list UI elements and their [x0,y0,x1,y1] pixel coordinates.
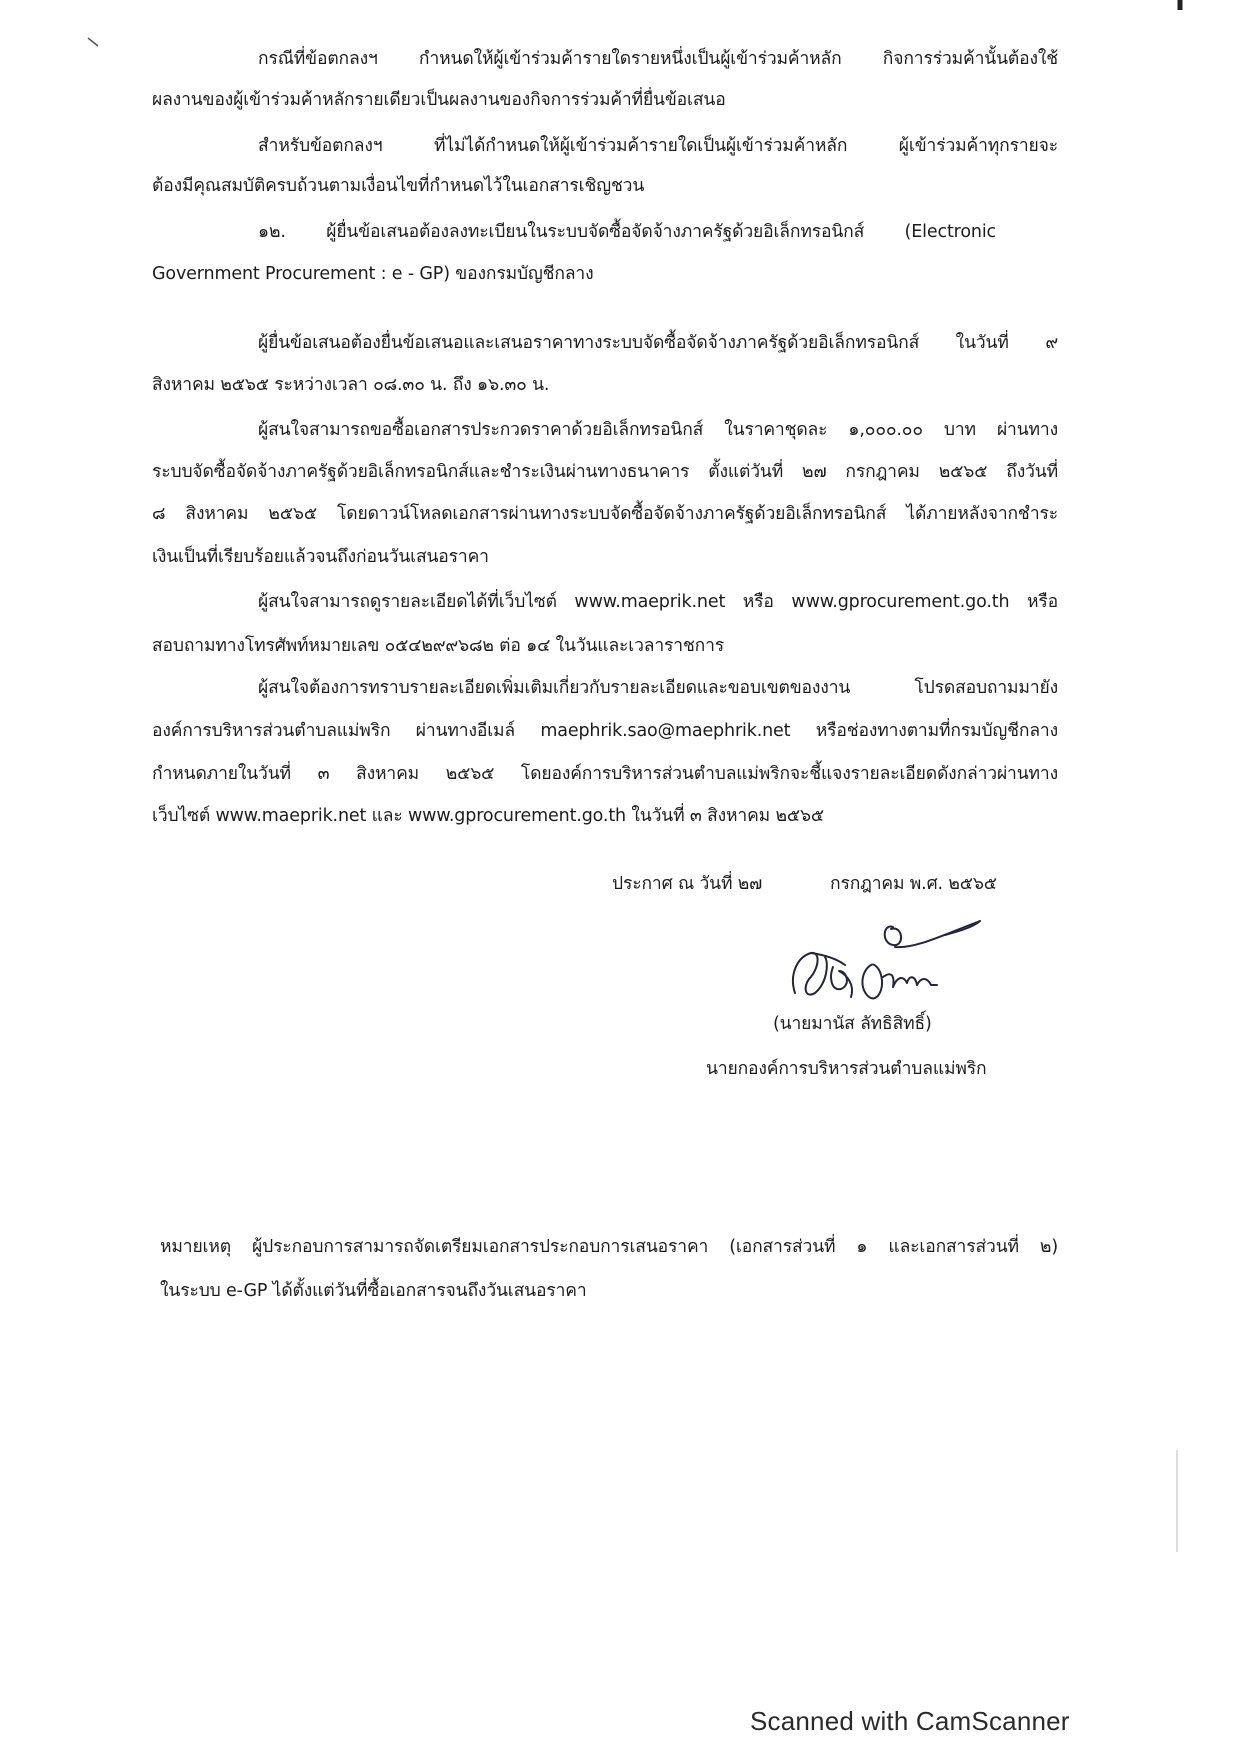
paragraph-5-line-1: ผู้สนใจสามารถขอซื้อเอกสารประกวดราคาด้วยอิเล็กทรอนิกส์ ในราคาชุดละ ๑,๐๐๐.๐๐ บาท ผ่านทาง [258,420,1058,440]
handwritten-signature [775,905,1000,1015]
paragraph-2-line-1: สำหรับข้อตกลงฯ ที่ไม่ได้กำหนดให้ผู้เข้าร่วมค้ารายใดเป็นผู้เข้าร่วมค้าหลัก ผู้เข้าร่วมค้าทุกรายจะ [258,136,1058,156]
note-line-1: หมายเหตุ ผู้ประกอบการสามารถจัดเตรียมเอกสารประกอบการเสนอราคา (เอกสารส่วนที่ ๑ และเอกสารส่วนที่ ๒) [160,1237,1058,1257]
paragraph-1-line-1: กรณีที่ข้อตกลงฯ กำหนดให้ผู้เข้าร่วมค้ารายใดรายหนึ่งเป็นผู้เข้าร่วมค้าหลัก กิจการร่วมค้านั้นต้องใช้ [258,49,1058,69]
note-line-2: ในระบบ e-GP ได้ตั้งแต่วันที่ซื้อเอกสารจนถึงวันเสนอราคา [160,1281,587,1301]
announce-month-year: กรกฎาคม พ.ศ. ๒๕๖๕ [830,874,997,894]
paragraph-4-line-2: สิงหาคม ๒๕๖๕ ระหว่างเวลา ๐๘.๓๐ น. ถึง ๑๖.๓๐ น. [152,375,550,395]
paragraph-5-line-4: เงินเป็นที่เรียบร้อยแล้วจนถึงก่อนวันเสนอราคา [152,547,489,567]
paragraph-3-line-2: Government Procurement : e - GP) ของกรมบัญชีกลาง [152,264,594,284]
paragraph-6-line-1: ผู้สนใจสามารถดูรายละเอียดได้ที่เว็บไซต์ www.maeprik.net หรือ www.gprocurement.go.th หรือ [258,592,1058,612]
paragraph-4-line-1: ผู้ยื่นข้อเสนอต้องยื่นข้อเสนอและเสนอราคาทางระบบจัดซื้อจัดจ้างภาครัฐด้วยอิเล็กทรอนิกส์ ในวันที่ ๙ [258,333,1058,353]
paragraph-1-line-2: ผลงานของผู้เข้าร่วมค้าหลักรายเดียวเป็นผลงานของกิจการร่วมค้าที่ยื่นข้อเสนอ [152,90,726,110]
paragraph-7-line-3: กำหนดภายในวันที่ ๓ สิงหาคม ๒๕๖๕ โดยองค์การบริหารส่วนตำบลแม่พริกจะชี้แจงรายละเอียดดังกล่าวผ่านทาง [152,764,1058,784]
paragraph-7-line-2: องค์การบริหารส่วนตำบลแม่พริก ผ่านทางอีเมล์ maephrik.sao@maephrik.net หรือช่องทางตามที่กรมบัญชีกลาง [152,721,1058,741]
paragraph-6-line-2: สอบถามทางโทรศัพท์หมายเลข ๐๕๔๒๙๙๖๘๒ ต่อ ๑๔ ในวันและเวลาราชการ [152,636,725,656]
scanner-watermark: Scanned with CamScanner [750,1706,1070,1736]
announce-date: ประกาศ ณ วันที่ ๒๗ [612,874,763,894]
paragraph-5-line-2: ระบบจัดซื้อจัดจ้างภาครัฐด้วยอิเล็กทรอนิกส์และชำระเงินผ่านทางธนาคาร ตั้งแต่วันที่ ๒๗ กรกฎาคม ๒๕๖๕ ถึงวันที่ [152,462,1058,482]
paragraph-7-line-4: เว็บไซต์ www.maeprik.net และ www.gprocurement.go.th ในวันที่ ๓ สิงหาคม ๒๕๖๕ [152,806,824,826]
paragraph-3-line-1: ๑๒. ผู้ยื่นข้อเสนอต้องลงทะเบียนในระบบจัดซื้อจัดจ้างภาครัฐด้วยอิเล็กทรอนิกส์ (Electronic [258,222,996,242]
paragraph-2-line-2: ต้องมีคุณสมบัติครบถ้วนตามเงื่อนไขที่กำหนดไว้ในเอกสารเชิญชวน [152,176,645,196]
signer-name: (นายมานัส ลัทธิสิทธิ์) [773,1014,932,1034]
signer-title: นายกองค์การบริหารส่วนตำบลแม่พริก [706,1059,987,1079]
paragraph-7-line-1: ผู้สนใจต้องการทราบรายละเอียดเพิ่มเติมเกี่ยวกับรายละเอียดและขอบเขตของงาน โปรดสอบถามมายัง [258,678,1058,698]
paragraph-5-line-3: ๘ สิงหาคม ๒๕๖๕ โดยดาวน์โหลดเอกสารผ่านทางระบบจัดซื้อจัดจ้างภาครัฐด้วยอิเล็กทรอนิกส์ ได้ภายหลังจากชำระ [152,504,1058,524]
